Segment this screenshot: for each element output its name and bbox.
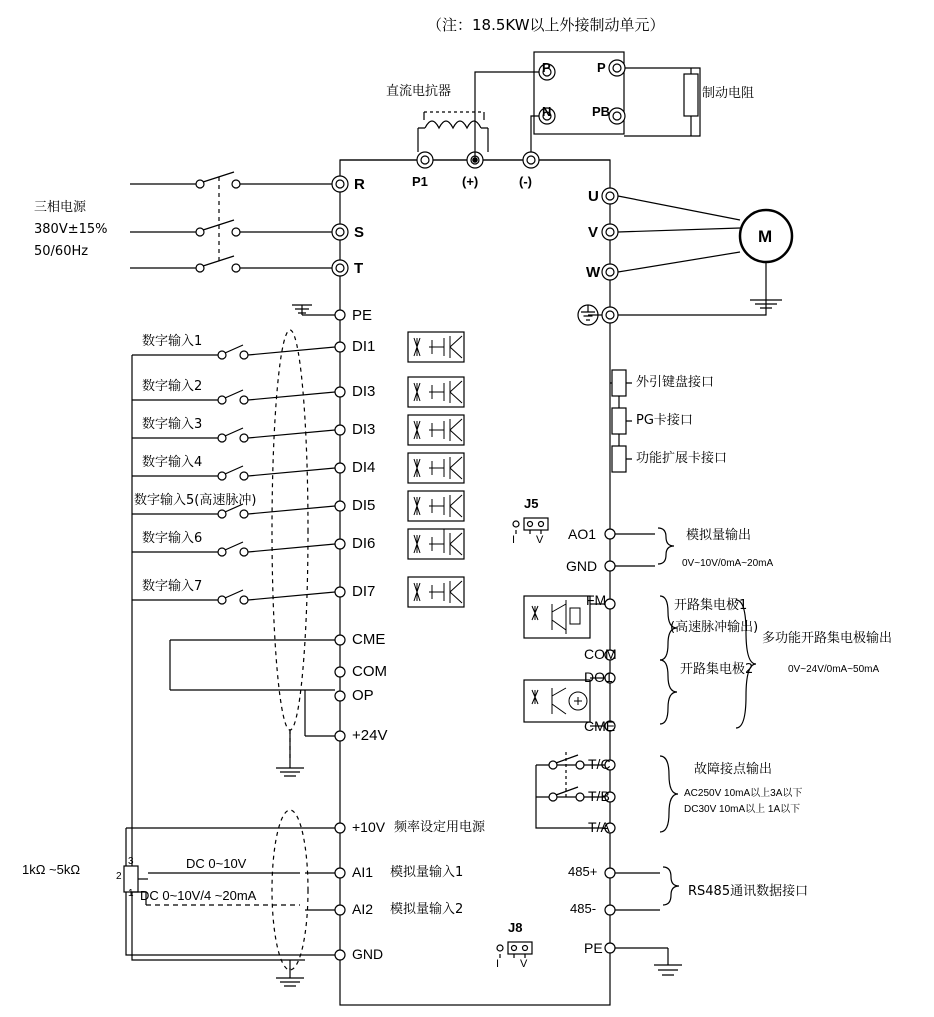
terminal-pb: PB bbox=[592, 104, 611, 119]
jumper-j5-label: J5 bbox=[524, 496, 539, 511]
potentiometer-label: 1kΩ ~5kΩ bbox=[22, 862, 81, 877]
terminal-485-minus: 485- bbox=[570, 901, 597, 916]
terminal-n: N bbox=[542, 104, 552, 119]
terminal-minus: (-) bbox=[519, 174, 532, 189]
open-collector-1-label: 开路集电极1 bbox=[674, 598, 748, 613]
terminal-w: W bbox=[586, 264, 601, 281]
terminal-di5: DI5 bbox=[352, 497, 376, 514]
terminal-p1: P1 bbox=[412, 174, 428, 189]
terminal-do1: DO1 bbox=[584, 669, 613, 685]
jumper-j5-right: V bbox=[536, 534, 544, 546]
power-source-line3: 50/60Hz bbox=[34, 244, 89, 259]
terminal-tb: T/B bbox=[588, 788, 610, 804]
jumper-j8-left: I bbox=[496, 958, 500, 970]
terminal-485-plus: 485+ bbox=[568, 864, 598, 879]
terminal-op: OP bbox=[352, 687, 374, 704]
terminal-plus: (+) bbox=[462, 174, 479, 189]
port-keypad: 外引键盘接口 bbox=[636, 375, 715, 390]
terminal-24v: +24V bbox=[352, 727, 388, 744]
terminal-p-left: P bbox=[542, 60, 551, 75]
terminal-r: R bbox=[354, 176, 365, 193]
terminal-gnd-bottom: GND bbox=[352, 946, 384, 962]
power-source-line1: 三相电源 bbox=[34, 200, 87, 215]
pot-pin-3: 3 bbox=[128, 856, 134, 867]
relay-spec2: DC30V 10mA以上 1A以下 bbox=[684, 804, 801, 815]
terminal-u: U bbox=[588, 188, 599, 205]
terminal-ai1-note: 模拟量输入1 bbox=[390, 865, 464, 880]
jumper-j8-right: V bbox=[520, 958, 528, 970]
terminal-tc: T/C bbox=[588, 756, 611, 772]
digital-input-5-label: 数字输入5(高速脉冲) bbox=[134, 493, 257, 508]
relay-spec1: AC250V 10mA以上3A以下 bbox=[684, 788, 803, 799]
digital-input-1-label: 数字输入1 bbox=[142, 334, 203, 349]
terminal-10v-note: 频率设定用电源 bbox=[394, 820, 486, 835]
terminal-ao1: AO1 bbox=[568, 526, 597, 542]
dc-reactor-label: 直流电抗器 bbox=[386, 84, 452, 99]
analog-range-1: DC 0~10V bbox=[186, 856, 247, 871]
digital-input-6-label: 数字输入6 bbox=[142, 531, 203, 546]
diagram-title: （注：18.5KW以上外接制动单元） bbox=[427, 16, 665, 34]
terminal-pe-left: PE bbox=[352, 307, 373, 324]
terminal-s: S bbox=[354, 224, 365, 241]
motor-symbol: M bbox=[758, 227, 773, 246]
digital-input-2-label: 数字输入2 bbox=[142, 379, 203, 394]
jumper-j5-left: I bbox=[512, 534, 516, 546]
terminal-v: V bbox=[588, 224, 599, 241]
relay-title: 故障接点输出 bbox=[694, 762, 773, 777]
port-pg-card: PG卡接口 bbox=[636, 413, 693, 428]
port-extension-card: 功能扩展卡接口 bbox=[636, 451, 728, 466]
open-collector-2-label: 开路集电极2 bbox=[680, 662, 754, 677]
terminal-ai2: AI2 bbox=[352, 901, 374, 917]
terminal-com: COM bbox=[352, 663, 387, 680]
terminal-gnd-analog: GND bbox=[566, 558, 598, 574]
terminal-10v: +10V bbox=[352, 819, 386, 835]
brake-resistor-label: 制动电阻 bbox=[702, 86, 755, 101]
terminal-t: T bbox=[354, 260, 364, 277]
terminal-pe-bottom: PE bbox=[584, 940, 603, 956]
digital-input-4-label: 数字输入4 bbox=[142, 455, 203, 470]
power-source-line2: 380V±15% bbox=[34, 222, 108, 237]
terminal-ai1: AI1 bbox=[352, 864, 374, 880]
digital-input-7-label: 数字输入7 bbox=[142, 579, 203, 594]
terminal-di3: DI3 bbox=[352, 421, 376, 438]
jumper-j8-label: J8 bbox=[508, 920, 523, 935]
terminal-di7: DI7 bbox=[352, 583, 376, 600]
terminal-cme: CME bbox=[352, 631, 386, 648]
open-collector-1-sub: (高速脉冲输出) bbox=[670, 620, 759, 635]
terminal-di4: DI4 bbox=[352, 459, 376, 476]
analog-range-2: DC 0~10V/4 ~20mA bbox=[140, 888, 257, 903]
pot-pin-1: 1 bbox=[128, 888, 134, 899]
terminal-ai2-note: 模拟量输入2 bbox=[390, 902, 464, 917]
open-collector-spec: 0V~24V/0mA~50mA bbox=[788, 664, 880, 675]
terminal-fm: FM bbox=[586, 592, 607, 608]
digital-input-3-label: 数字输入3 bbox=[142, 417, 203, 432]
terminal-com2: COM bbox=[584, 646, 617, 662]
terminal-di1: DI1 bbox=[352, 338, 376, 355]
terminal-ta: T/A bbox=[588, 819, 610, 835]
rs485-title: RS485通讯数据接口 bbox=[688, 884, 809, 899]
terminal-cme2: CME bbox=[584, 718, 616, 734]
terminal-di6: DI6 bbox=[352, 535, 376, 552]
analog-output-spec: 0V~10V/0mA~20mA bbox=[682, 558, 774, 569]
terminal-p-right: P bbox=[597, 60, 606, 75]
pot-pin-2: 2 bbox=[116, 871, 122, 882]
open-collector-title: 多功能开路集电极输出 bbox=[762, 631, 893, 646]
analog-output-title: 模拟量输出 bbox=[686, 528, 752, 543]
terminal-di2: DI3 bbox=[352, 383, 376, 400]
